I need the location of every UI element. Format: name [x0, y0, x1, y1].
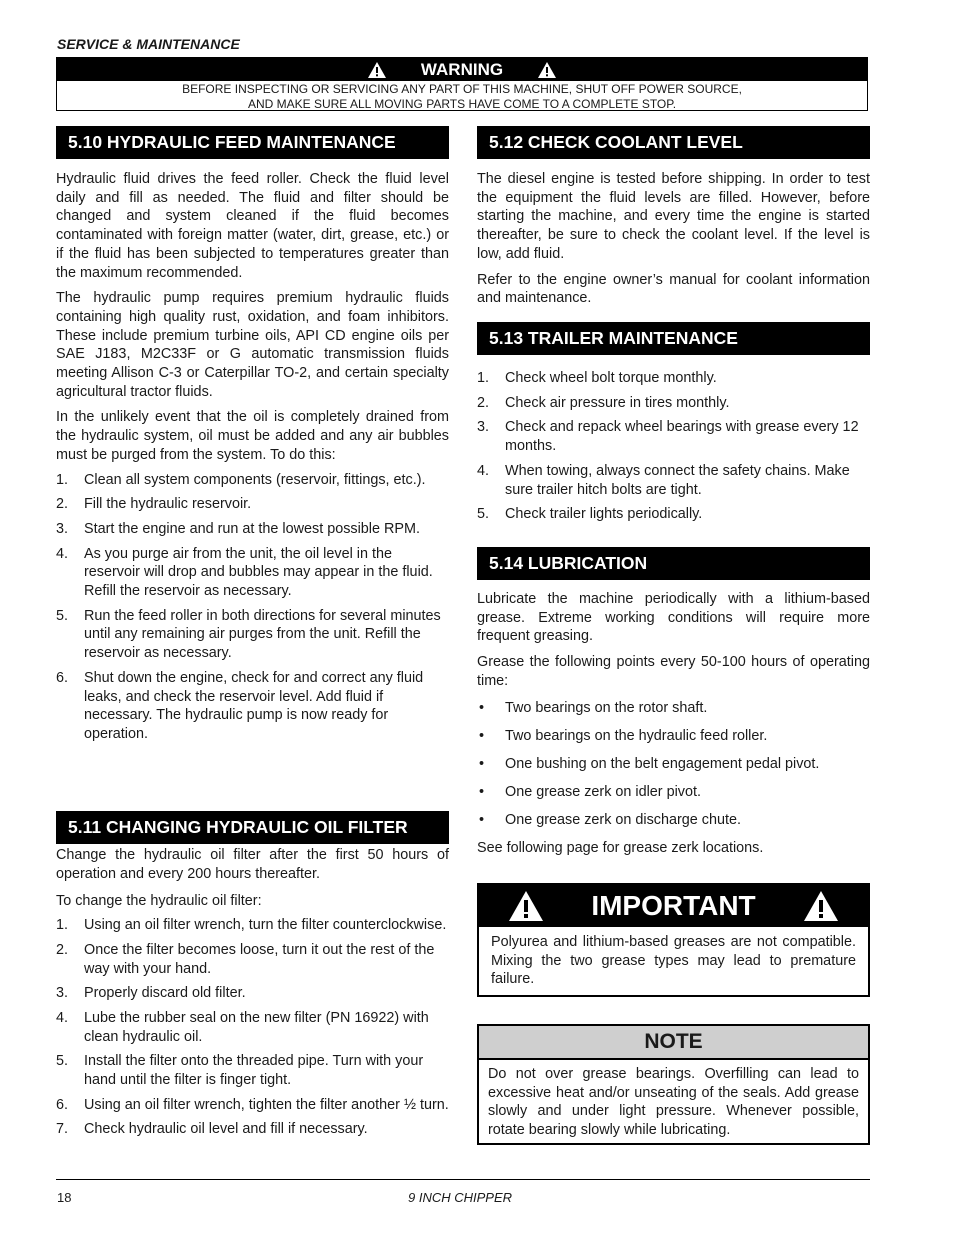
list-item: 6. Using an oil filter wrench, tighten the filter another ½ turn. — [56, 1096, 449, 1113]
list-item: 4. As you purge air from the unit, the oil level in the reservoir will drop and bubbles may appear in the fluid. Refill the reservoir as necessary. — [56, 545, 433, 600]
section-heading-5-13: 5.13 TRAILER MAINTENANCE — [477, 322, 870, 355]
list-item: 6. Shut down the engine, check for and correct any fluid leaks, and check the reservoir level. Add fluid if necessary. The hydraulic pump is now ready for operation. — [56, 669, 424, 742]
warning-triangle-icon — [507, 889, 545, 923]
note-title: NOTE — [479, 1026, 868, 1060]
section-5-14-body — [477, 590, 870, 858]
paragraph: Grease the following points every 50-100 hours of operating time: — [477, 654, 870, 689]
section-heading-5-11: 5.11 CHANGING HYDRAULIC OIL FILTER — [56, 811, 449, 844]
page-number: 18 — [57, 1190, 72, 1205]
trailer-steps-list — [477, 369, 870, 524]
warning-triangle-icon — [367, 61, 387, 79]
list-item: 2. Fill the hydraulic reservoir. — [56, 496, 252, 513]
important-box — [477, 883, 870, 997]
list-item: 3. Start the engine and run at the lowest possible RPM. — [56, 520, 420, 537]
grease-points-list — [477, 699, 870, 831]
paragraph: Lubricate the machine periodically with a lithium-based grease. Extreme working conditions will require more frequent greasing. — [477, 591, 870, 645]
warning-box — [56, 57, 868, 111]
list-item: 4. When towing, always connect the safety chains. Make sure trailer hitch bolts are tight. — [477, 462, 850, 498]
note-box — [477, 1024, 870, 1145]
warning-text — [57, 81, 867, 112]
section-5-13-body — [477, 369, 870, 524]
warning-header — [57, 58, 867, 81]
paragraph: The hydraulic pump requires premium hydraulic fluids containing high quality rust, oxidation, and foam inhibitors. These include premium turbine oils, API CD engine oils per SAE J183, M2C33F or G automatic transmission fluids meeting Allison C-3 or Caterpillar TO-2, and certain specialty agricultural tractor fluids. — [56, 290, 449, 400]
section-5-12-body — [477, 170, 870, 308]
warning-line: BEFORE INSPECTING OR SERVICING ANY PART OF THIS MACHINE, SHUT OFF POWER SOURCE, — [182, 82, 742, 96]
list-item: • One bushing on the belt engagement pedal pivot. — [479, 755, 820, 772]
important-header — [479, 885, 868, 927]
warning-title: WARNING — [420, 59, 504, 79]
list-item: 5. Check trailer lights periodically. — [477, 506, 703, 523]
list-item: 1. Using an oil filter wrench, turn the filter counterclockwise. — [56, 917, 447, 934]
important-title: IMPORTANT — [591, 890, 756, 921]
paragraph: Hydraulic fluid drives the feed roller. Check the fluid level daily and fill as needed. The fluid and filter should be changed and system cleaned if the fluid becomes contaminated with foreign matter (water, dirt, grease, etc.) or if the fluid has been subjected to temperatures greater than the maximum recommended. — [56, 171, 449, 281]
list-item: • One grease zerk on idler pivot. — [479, 784, 701, 801]
paragraph: To change the hydraulic oil filter: — [56, 893, 262, 910]
list-item: • Two bearings on the hydraulic feed roller. — [479, 727, 768, 744]
section-heading-5-14: 5.14 LUBRICATION — [477, 547, 870, 580]
list-item: • Two bearings on the rotor shaft. — [479, 699, 708, 716]
list-item: 5. Install the filter onto the threaded pipe. Turn with your hand until the filter is finger tight. — [56, 1053, 424, 1089]
list-item: • One grease zerk on discharge chute. — [479, 812, 741, 829]
list-item: 2. Check air pressure in tires monthly. — [477, 394, 730, 411]
list-item: 3. Check and repack wheel bearings with grease every 12 months. — [477, 419, 859, 455]
paragraph: In the unlikely event that the oil is completely drained from the hydraulic system, oil must be added and any air bubbles must be purged from the system. To do this: — [56, 409, 449, 463]
filter-steps-list — [56, 916, 449, 1139]
section-label: SERVICE & MAINTENANCE — [57, 36, 240, 52]
section-heading-5-10: 5.10 HYDRAULIC FEED MAINTENANCE — [56, 126, 449, 159]
purge-steps-list — [56, 471, 449, 744]
section-5-10-body — [56, 170, 449, 744]
list-item: 1. Clean all system components (reservoir, fittings, etc.). — [56, 471, 426, 488]
list-item: 2. Once the filter becomes loose, turn it out the rest of the way with your hand. — [56, 941, 435, 977]
list-item: 3. Properly discard old filter. — [56, 985, 246, 1002]
section-heading-5-12: 5.12 CHECK COOLANT LEVEL — [477, 126, 870, 159]
list-item: 7. Check hydraulic oil level and fill if necessary. — [56, 1121, 368, 1138]
paragraph: See following page for grease zerk locations. — [477, 840, 764, 857]
paragraph: Refer to the engine owner’s manual for coolant information and maintenance. — [477, 271, 870, 307]
important-text: Polyurea and lithium-based greases are not compatible. Mixing the two grease types may lead to premature failure. — [491, 934, 856, 988]
warning-triangle-icon — [802, 889, 840, 923]
note-text: Do not over grease bearings. Overfilling can lead to excessive heat and/or unseating of the seals. Add grease slowly and under light pressure. Whenever possible, rotate bearing slowly while lubricating. — [488, 1066, 859, 1139]
footer-divider — [56, 1179, 870, 1180]
paragraph: The diesel engine is tested before shipping. In order to test the equipment the fluid levels are filled. However, before starting the machine, and every time the engine is started thereafter, be sure to check the coolant level. If the level is low, add fluid. — [477, 171, 870, 262]
warning-triangle-icon — [537, 61, 557, 79]
warning-line: AND MAKE SURE ALL MOVING PARTS HAVE COME TO A COMPLETE STOP. — [247, 97, 677, 111]
list-item: 5. Run the feed roller in both directions for several minutes until any remaining air purges from the unit. Refill the reservoir as necessary. — [56, 607, 441, 662]
list-item: 1. Check wheel bolt torque monthly. — [477, 370, 717, 386]
footer-title: 9 INCH CHIPPER — [408, 1190, 513, 1205]
section-5-11-body — [56, 846, 449, 1139]
list-item: 4. Lube the rubber seal on the new filter (PN 16922) with clean hydraulic oil. — [56, 1009, 429, 1045]
paragraph: Change the hydraulic oil filter after the first 50 hours of operation and every 200 hours thereafter. — [56, 847, 449, 882]
